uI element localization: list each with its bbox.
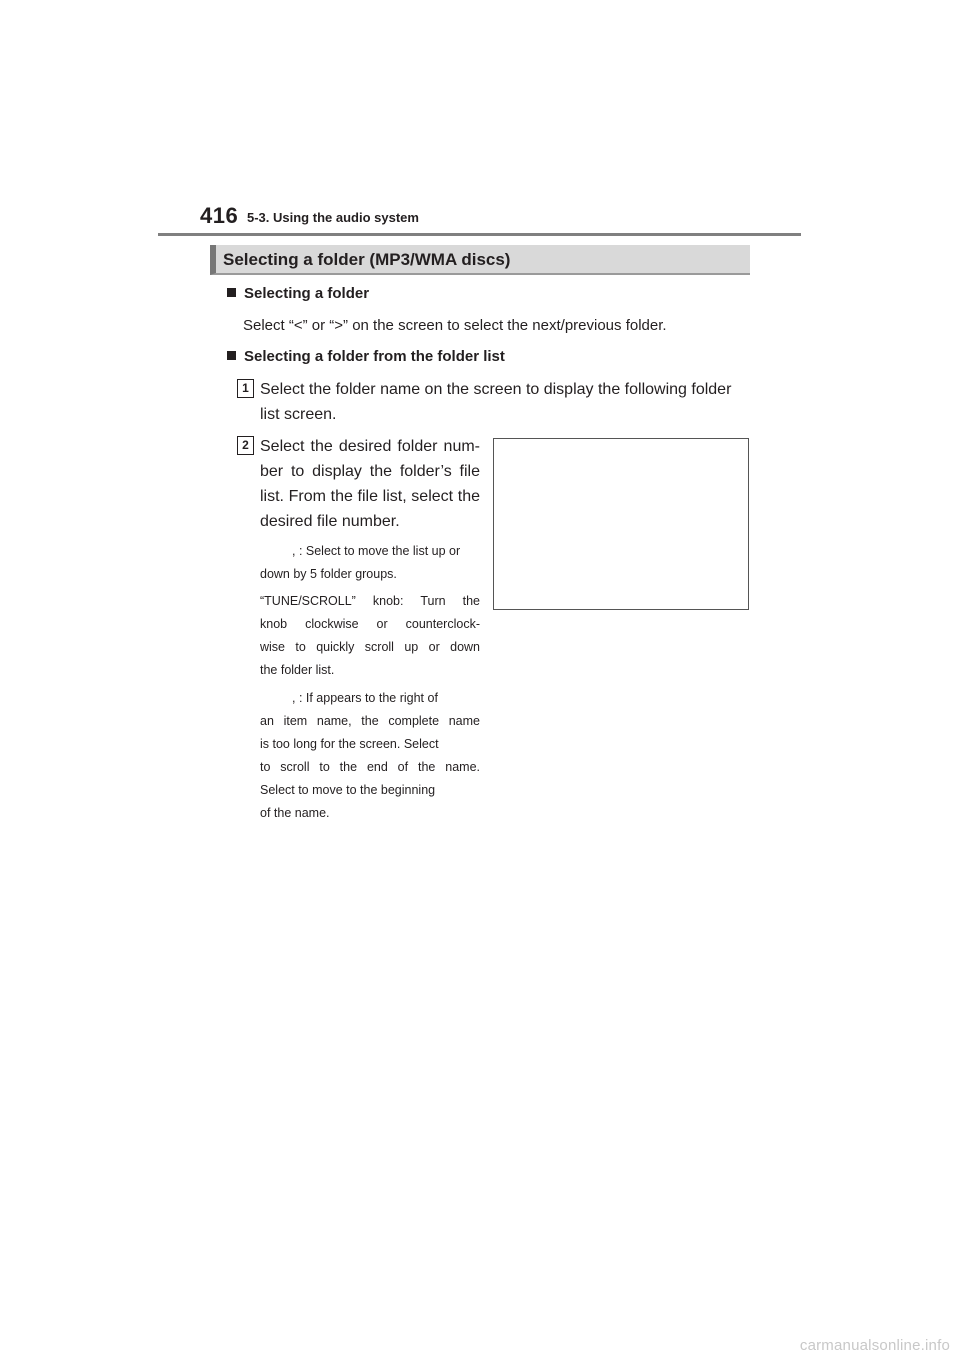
note-tune-scroll [260, 590, 480, 682]
note-line: “TUNE/SCROLL” knob: Turn the [260, 594, 480, 608]
note-line: to scroll to the end of the name. [260, 760, 480, 774]
header-rule [158, 233, 801, 236]
note-line: down by 5 folder groups. [260, 567, 397, 581]
page-number: 416 [200, 203, 239, 228]
section1-text: Select “<” or “>” on the screen to select the next/previous folder. [243, 317, 667, 334]
note-line: Select to move to the beginning [260, 783, 436, 797]
subheading-text: Selecting a folder [244, 285, 370, 302]
step-1-text [260, 377, 750, 427]
square-bullet-icon [227, 288, 236, 297]
step-2-text [260, 434, 480, 534]
subheading-selecting-folder [227, 285, 369, 302]
note-up-down [260, 540, 480, 586]
step-2-line: Select the desired folder num- [260, 438, 480, 455]
step-2-line: desired file number. [260, 513, 400, 530]
step-2-badge: 2 [237, 436, 254, 455]
note-line: is too long for the screen. Select [260, 737, 439, 751]
subheading-folder-list [227, 348, 505, 365]
note-line: , : If appears to the right of [292, 691, 438, 705]
watermark: carmanualsonline.info [799, 1337, 950, 1354]
step-1-badge: 1 [237, 379, 254, 398]
note-line: the folder list. [260, 663, 335, 677]
section-heading: Selecting a folder (MP3/WMA discs) [223, 250, 511, 269]
folder-list-screen-illustration [493, 438, 749, 610]
note-line: knob clockwise or counterclock- [260, 617, 480, 631]
square-bullet-icon [227, 351, 236, 360]
step-1-line: Select the folder name on the screen to display the following folder [260, 381, 732, 398]
note-line: , : Select to move the list up or [292, 544, 461, 558]
section-label: 5-3. Using the audio system [247, 210, 419, 225]
step-2-line: list. From the file list, select the [260, 488, 480, 505]
note-long-name [260, 687, 480, 825]
subheading-text: Selecting a folder from the folder list [244, 348, 505, 365]
step-2-line: ber to display the folder’s file [260, 463, 480, 480]
step-1-line: list screen. [260, 406, 337, 423]
note-line: wise to quickly scroll up or down [260, 640, 480, 654]
note-line: an item name, the complete name [260, 714, 480, 728]
note-line: of the name. [260, 806, 330, 820]
